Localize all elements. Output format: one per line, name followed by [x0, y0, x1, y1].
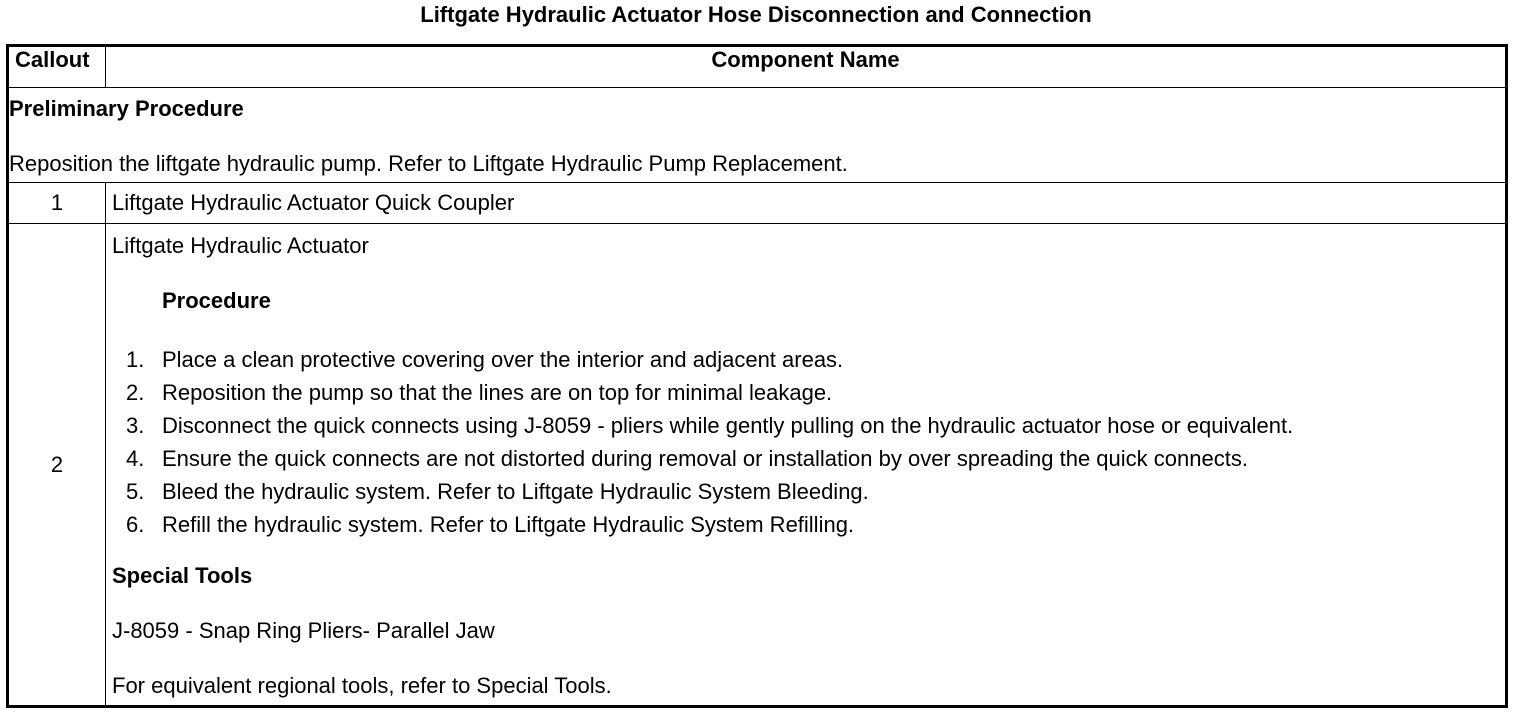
procedure-step: [112, 409, 1505, 442]
procedure-step: [112, 508, 1505, 541]
step-number: 1.: [126, 347, 145, 372]
regional-tools-note: For equivalent regional tools, refer to Special Tools.: [112, 673, 612, 698]
callout-number: 2: [8, 224, 106, 707]
component-detail-cell: [106, 224, 1507, 707]
special-tool-item: J-8059 - Snap Ring Pliers- Parallel Jaw: [112, 618, 495, 643]
component-name: Liftgate Hydraulic Actuator: [112, 233, 369, 258]
step-text: Disconnect the quick connects using J-8059 - pliers while gently pulling on the hydraulic actuator hose or equivalent.: [162, 413, 1294, 438]
procedure-step: [112, 376, 1505, 409]
preliminary-procedure-text: Reposition the liftgate hydraulic pump. Refer to Liftgate Hydraulic Pump Replacement.: [9, 151, 848, 176]
step-text: Place a clean protective covering over the interior and adjacent areas.: [162, 347, 844, 372]
step-number: 3.: [126, 413, 145, 438]
preliminary-procedure-cell: [8, 88, 1507, 183]
component-table: [6, 44, 1508, 708]
step-number: 5.: [126, 479, 145, 504]
component-name-column-header: Component Name: [106, 46, 1507, 88]
procedure-steps-list: [112, 343, 1505, 541]
callout-column-header: Callout: [8, 46, 106, 88]
preliminary-procedure-title: Preliminary Procedure: [9, 96, 244, 121]
table-row: [8, 224, 1507, 707]
callout-number: 1: [8, 183, 106, 224]
step-text: Bleed the hydraulic system. Refer to Liftgate Hydraulic System Bleeding.: [162, 479, 869, 504]
procedure-step: [112, 475, 1505, 508]
step-number: 4.: [126, 446, 145, 471]
procedure-heading: Procedure: [162, 288, 271, 313]
step-text: Refill the hydraulic system. Refer to Liftgate Hydraulic System Refilling.: [162, 512, 855, 537]
preliminary-procedure-row: [8, 88, 1507, 183]
document-title: Liftgate Hydraulic Actuator Hose Disconnection and Connection: [420, 2, 1092, 27]
step-text: Ensure the quick connects are not distorted during removal or installation by over spreading the quick connects.: [162, 446, 1248, 471]
procedure-step: [112, 442, 1505, 475]
step-text: Reposition the pump so that the lines are on top for minimal leakage.: [162, 380, 833, 405]
step-number: 6.: [126, 512, 145, 537]
step-number: 2.: [126, 380, 145, 405]
table-row: [8, 183, 1507, 224]
table-header-row: [8, 46, 1507, 88]
component-name: Liftgate Hydraulic Actuator Quick Coupler: [106, 183, 1507, 224]
procedure-step: [112, 343, 1505, 376]
special-tools-heading: Special Tools: [112, 563, 253, 588]
